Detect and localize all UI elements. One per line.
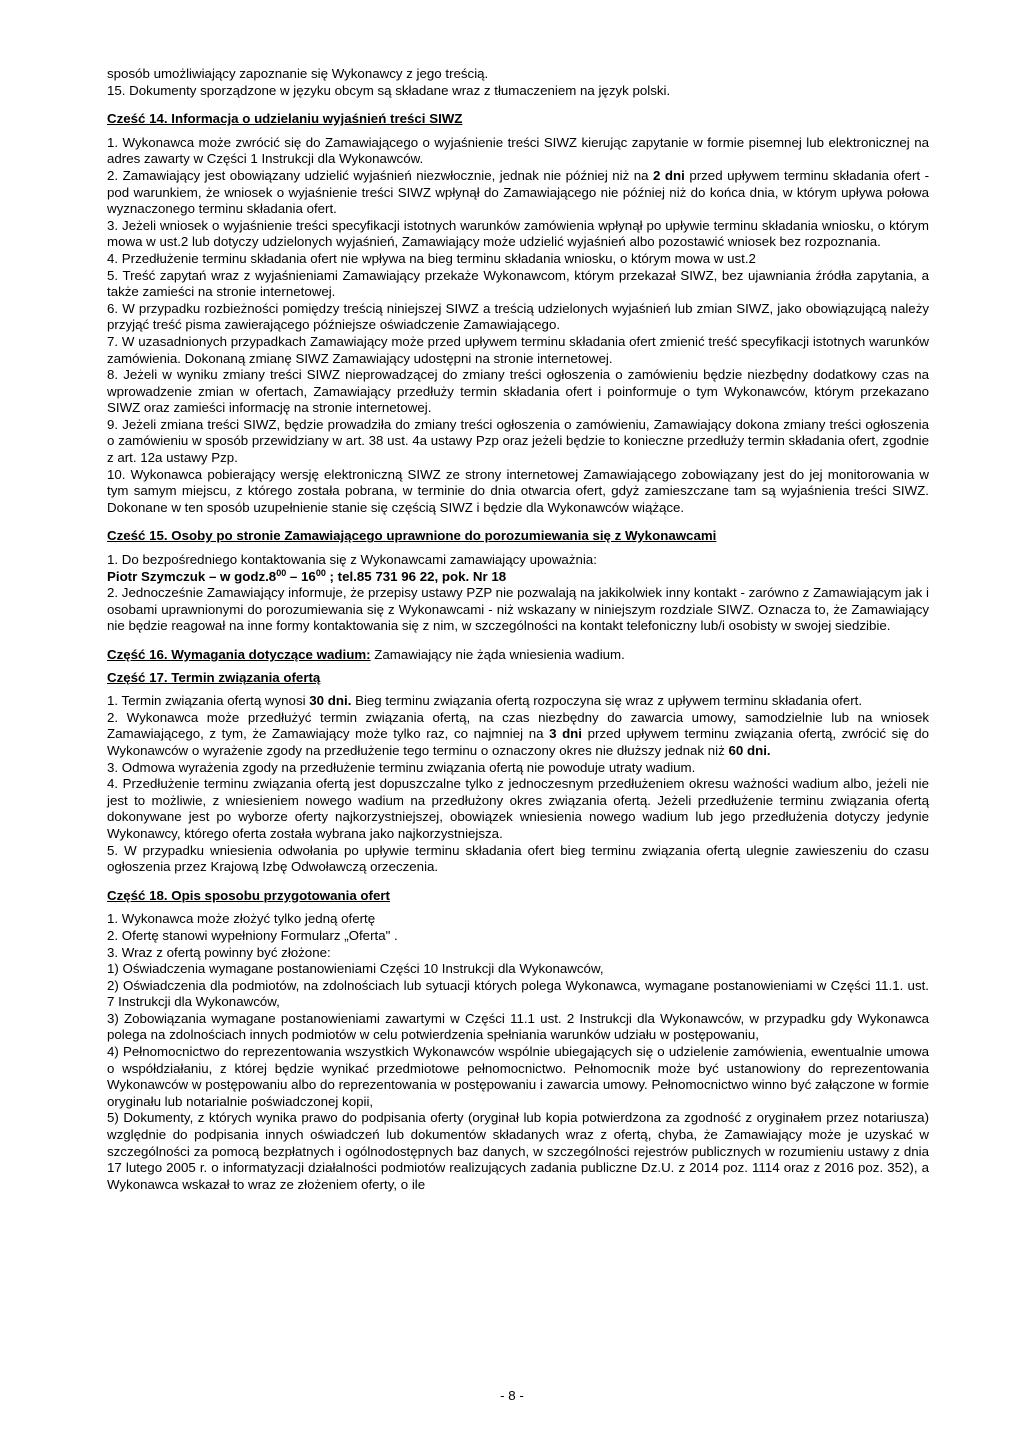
document-page [107,66,929,1193]
s18-subitem-3: 3) Zobowiązania wymagane postanowieniami zawartymi w Części 11.1 ust. 2 Instrukcji dla Wykonawców, w przypadku gdy Wykonawca polega na zdolnościach innych podmiotów w celu potwierdzenia spełniania warunków udziału w postępowaniu, [107,1010,929,1043]
s14-item-10: 10. Wykonawca pobierający wersję elektroniczną SIWZ ze strony internetowej Zamawiającego zobowiązany jest do jej monitorowania w tym samym miejscu, z którego została pobrana, w terminie do dnia otwarcia ofert, gdyż zamieszczane tam są wyjaśnienia treści SIWZ. Dokonane w ten sposób uzupełnienie stanie się częścią SIWZ i będzie dla Wykonawców wiążące. [107,466,929,515]
section-16-heading: Część 16. Wymagania dotyczące wadium: [107,647,371,662]
s17-item-2: 2. Wykonawca może przedłużyć termin związania ofertą, na czas niezbędny do zawarcia umowy, samodzielnie lub na wniosek Zamawiającego, z tym, że Zamawiający może tylko raz, co najmniej na 3 dni przed upływem terminu związania ofertą, zwrócić się do Wykonawców o wyrażenie zgody na przedłużenie tego terminu o oznaczony okres nie dłuższy jednak niż 60 dni. [107,709,929,758]
s14-item-9: 9. Jeżeli zmiana treści SIWZ, będzie prowadziła do zmiany treści ogłoszenia o zamówieniu, Zamawiający dokona zmiany treści ogłoszenia o zamówieniu w sposób przewidziany w art. 38 ust. 4a ustawy Pzp oraz jeżeli będzie to konieczne przedłuży termin składania ofert, zgodnie z art. 12a ustawy Pzp. [107,416,929,466]
s18-item-3: 3. Wraz z ofertą powinny być złożone: [107,944,331,960]
s14-item-6: 6. W przypadku rozbieżności pomiędzy treścią niniejszej SIWZ a treścią udzielonych wyjaśnień lub zmian SIWZ, jako obowiązującą należy przyjąć treść pisma zawierającego późniejsze oświadczenie Zamawiającego. [107,300,929,333]
s18-item-2: 2. Ofertę stanowi wypełniony Formularz „Oferta" . [107,927,398,943]
s15-item-1: 1. Do bezpośredniego kontaktowania się z Wykonawcami zamawiający upoważnia: [107,552,597,568]
s18-item-1: 1. Wykonawca może złożyć tylko jedną ofertę [107,911,376,927]
s14-item-8: 8. Jeżeli w wyniku zmiany treści SIWZ nieprowadzącej do zmiany treści ogłoszenia o zamówieniu będzie niezbędny dodatkowy czas na wprowadzenie zmian w ofertach, Zamawiający przedłuży termin składania ofert i poinformuje o tym Wykonawców, którym przekazano SIWZ oraz zamieści informację na stronie internetowej. [107,367,929,416]
s14-item-4: 4. Przedłużenie terminu składania ofert nie wpływa na bieg terminu składania wniosku, o którym mowa w ust.2 [107,250,756,266]
section-16-line: Część 16. Wymagania dotyczące wadium: Zamawiający nie żąda wniesienia wadium. [107,647,625,662]
s18-subitem-4: 4) Pełnomocnictwo do reprezentowania wszystkich Wykonawców wspólnie ubiegających się o udzielenie zamówienia, ewentualnie umowa o współdziałaniu, z której będzie wynikać przedmiotowe pełnomocnictwo. Pełnomocnik może być ustanowiony do reprezentowania Wykonawców w postępowaniu albo do reprezentowania w postępowaniu i zawarcia umowy. Pełnomocnictwo winno być załączone w formie oryginału lub notarialnie poświadczonej kopii, [107,1044,929,1109]
s17-item-1: 1. Termin związania ofertą wynosi 30 dni. Bieg terminu związania ofertą rozpoczyna się wraz z upływem terminu składania ofert. [107,693,863,709]
section-18-heading: Część 18. Opis sposobu przygotowania ofert [107,887,390,903]
intro-line: sposób umożliwiający zapoznanie się Wykonawcy z jego treścią. [107,66,489,81]
section-14-heading: Cześć 14. Informacja o udzielaniu wyjaśnień treści SIWZ [107,111,463,127]
s14-item-1: 1. Wykonawca może zwrócić się do Zamawiającego o wyjaśnienie treści SIWZ kierując zapytanie w formie pisemnej lub elektronicznej na adres zawarty w Części 1 Instrukcji dla Wykonawców. [107,134,929,167]
s15-item-2: 2. Jednocześnie Zamawiający informuje, że przepisy ustawy PZP nie pozwalają na jakikolwiek inny kontakt - zarówno z Zamawiającym jak i osobami uprawnionymi do porozumiewania się z Wykonawcami - niż wskazany w niniejszym rozdziale SIWZ. Oznacza to, że Zamawiający nie będzie reagował na inne formy kontaktowania się z nim, w szczególności na kontakt telefoniczny lub/i osobisty w swojej siedzibie. [107,585,929,634]
s14-item-3: 3. Jeżeli wniosek o wyjaśnienie treści specyfikacji istotnych warunków zamówienia wpłynął po upływie terminu składania wniosku, o którym mowa w ust.2 lub dotyczy udzielonych wyjaśnień, Zamawiający może udzielić wyjaśnień albo pozostawić wniosek bez rozpoznania. [107,217,929,250]
s14-item-5: 5. Treść zapytań wraz z wyjaśnieniami Zamawiający przekaże Wykonawcom, którym przekazał SIWZ, bez ujawniania źródła zapytania, a także zamieści na stronie internetowej. [107,267,929,300]
contact-person: Piotr Szymczuk – w $godz.8^{00} - 16^{00}$ ; tel.85 731 96 22, pok. Nr 18 [107,567,507,584]
s14-item-2: 2. Zamawiający jest obowiązany udzielić wyjaśnień niezwłocznie, jednak nie później niż na 2 dni przed upływem terminu składania ofert - pod warunkiem, że wniosek o wyjaśnienie treści SIWZ wpłynął do Zamawiającego nie później niż do końca dnia, w którym upływa połowa wyznaczonego terminu składania ofert. [107,167,930,217]
section-17-heading: Część 17. Termin związania ofertą [107,669,321,685]
s18-subitem-2: 2) Oświadczenia dla podmiotów, na zdolnościach lub sytuacji których polega Wykonawca, wymagane postanowieniami w Części 11.1. ust. 7 Instrukcji dla Wykonawców, [107,977,929,1010]
s18-subitem-1: 1) Oświadczenia wymagane postanowieniami Części 10 Instrukcji dla Wykonawców, [107,961,604,977]
section-15-heading: Cześć 15. Osoby po stronie Zamawiającego uprawnione do porozumiewania się z Wykonawcami [107,528,717,544]
intro-item-15: 15. Dokumenty sporządzone w języku obcym są składane wraz z tłumaczeniem na język polski. [107,82,671,98]
s14-item-7: 7. W uzasadnionych przypadkach Zamawiający może przed upływem terminu składania ofert zmienić treść specyfikacji istotnych warunków zamówienia. Dokonaną zmianę SIWZ Zamawiający udostępni na stronie internetowej. [107,333,929,366]
s17-item-3: 3. Odmowa wyrażenia zgody na przedłużenie terminu związania ofertą nie powoduje utraty wadium. [107,759,696,775]
page-number: - 8 - [500,1388,524,1403]
s17-item-4: 4. Przedłużenie terminu związania ofertą jest dopuszczalne tylko z jednoczesnym przedłużeniem okresu ważności wadium albo, jeżeli nie jest to możliwie, z wniesieniem nowego wadium na przedłużony okres związania ofertą. Jeżeli przedłużenie terminu związania ofertą dokonywane jest po wyborze oferty najkorzystniejszej, obowiązek wniesienia nowego wadium lub jego przedłużenia dotyczy jedynie Wykonawcy, którego oferta została wybrana jako najkorzystniejsza. [107,776,929,841]
s18-subitem-5: 5) Dokumenty, z których wynika prawo do podpisania oferty (oryginał lub kopia potwierdzona za zgodność z oryginałem przez notariusza) względnie do podpisania innych oświadczeń lub dokumentów składanych wraz z ofertą, chyba, że Zamawiający może je uzyskać w szczególności za pomocą bezpłatnych i ogólnodostępnych baz danych, w szczególności rejestrów publicznych w rozumieniu ustawy z dnia 17 lutego 2005 r. o informatyzacji działalności podmiotów realizujących zadania publiczne Dz.U. z 2014 poz. 1114 oraz z 2016 poz. 352), a Wykonawca wskazał to wraz ze złożeniem oferty, o ile [107,1110,929,1192]
s17-item-5: 5. W przypadku wniesienia odwołania po upływie terminu składania ofert bieg terminu związania ofertą ulegnie zawieszeniu do czasu ogłoszenia przez Krajową Izbę Odwoławczą orzeczenia. [107,842,929,875]
